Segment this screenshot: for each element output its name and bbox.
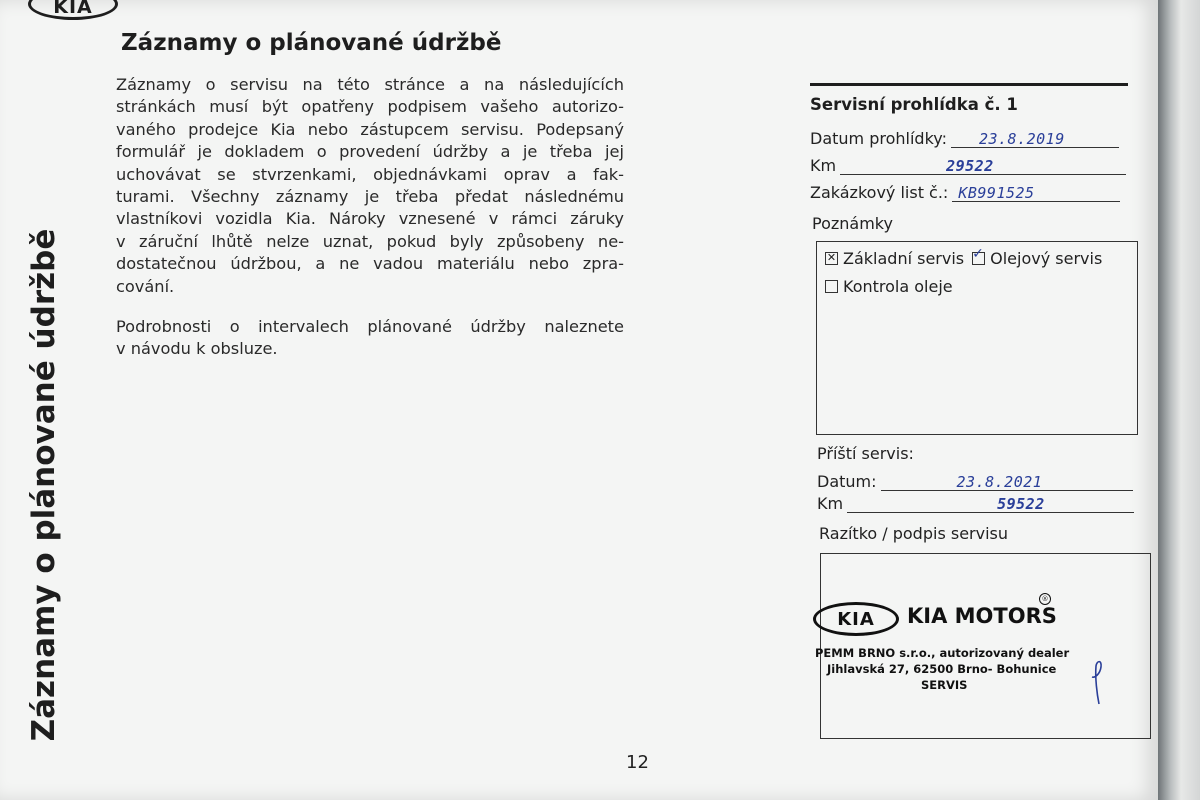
- next-km-label: Km: [817, 494, 844, 513]
- form-heading: Servisní prohlídka č. 1: [810, 95, 1018, 114]
- check-label: Olejový servis: [990, 249, 1103, 268]
- paragraph-line: v návodu k obsluze.: [116, 339, 278, 359]
- inspection-km-value: 29522: [946, 157, 994, 175]
- stamp-dealer-line: PEMM BRNO s.r.o., autorizovaný dealer: [815, 646, 1070, 660]
- checkbox-oil-service[interactable]: [972, 246, 985, 265]
- stamp-servis-line: SERVIS: [921, 678, 968, 692]
- details-paragraph: [116, 316, 624, 361]
- order-number-value: KB991525: [958, 184, 1035, 202]
- paragraph-line: vlastníkovi vozidla Kia. Nároky vznesené v rámci záruky: [116, 209, 624, 229]
- stamp-box: [815, 553, 1151, 739]
- inspection-date-field[interactable]: [810, 129, 1119, 148]
- order-number-field[interactable]: [810, 183, 1120, 202]
- paragraph-line: turami. Všechny záznamy je třeba předat následnému: [116, 187, 624, 207]
- inspection-date-line: [951, 129, 1119, 148]
- paragraph-line: dostatečnou údržbou, a ne vadou materiálu nebo zpra-: [116, 254, 624, 274]
- paragraph-line: cování.: [116, 276, 175, 296]
- next-date-label: Datum:: [817, 472, 877, 491]
- notes-label: Poznámky: [812, 214, 893, 233]
- order-number-label: Zakázkový list č.:: [810, 183, 949, 202]
- check-label: Kontrola oleje: [843, 277, 953, 296]
- paragraph-line: uchovávat se stvrzenkami, objednávkami oprav a fak-: [116, 164, 624, 184]
- check-mark: ✓: [972, 246, 984, 262]
- registered-mark-icon: ®: [1039, 593, 1051, 605]
- check-oil-control[interactable]: [825, 277, 953, 296]
- check-label: Základní servis: [843, 249, 965, 268]
- kia-logo-text: KIA: [53, 0, 93, 18]
- inspection-date-label: Datum prohlídky:: [810, 129, 947, 148]
- next-date-line: [881, 472, 1133, 491]
- next-service-section: [817, 444, 1045, 543]
- form-divider: [810, 83, 1128, 86]
- inspection-date-value: 23.8.2019: [978, 130, 1065, 148]
- page-number: 12: [626, 752, 649, 773]
- paragraph-line: Záznamy o servisu na této stránce a na následujících: [116, 75, 624, 94]
- kia-logo: [28, 0, 118, 20]
- notes-box: [816, 241, 1138, 435]
- next-date-field[interactable]: [817, 472, 1133, 491]
- next-service-label: Příští servis:: [817, 444, 914, 463]
- check-mark: ✕: [826, 251, 837, 264]
- stamp-address-line: Jihlavská 27, 62500 Brno- Bohunice: [827, 662, 1057, 676]
- next-km-line: [847, 494, 1134, 513]
- paragraph-line: Podrobnosti o intervalech plánované údržby naleznete: [116, 317, 624, 336]
- page-edge: [1158, 0, 1200, 800]
- stamp-logo-text: KIA: [837, 608, 875, 630]
- stamp-brand: KIA MOTORS: [907, 604, 1057, 628]
- paragraph-line: formulář je dokladem o provedení údržby a je třeba jej: [116, 142, 624, 162]
- inspection-km-line: [840, 156, 1126, 175]
- checkbox-oil-control[interactable]: [825, 280, 838, 293]
- check-basic-service[interactable]: [825, 246, 1103, 268]
- stamp-label: Razítko / podpis servisu: [819, 524, 1009, 543]
- signature-icon: [1089, 658, 1105, 706]
- next-km-field[interactable]: [817, 494, 1134, 513]
- paragraph-line: v záruční lhůtě nelze uznat, pokud byly způsobeny ne-: [116, 231, 624, 251]
- next-date-value: 23.8.2021: [956, 473, 1043, 491]
- checkbox-basic-service[interactable]: [825, 252, 838, 265]
- next-km-value: 59522: [997, 495, 1045, 513]
- order-number-line: [952, 183, 1120, 202]
- paragraph-line: stránkách musí být opatřeny podpisem vašeho autorizo-: [116, 97, 624, 117]
- page-title: Záznamy o plánované údržbě: [121, 30, 502, 56]
- intro-paragraph: [116, 74, 624, 298]
- stamp-kia-logo: [813, 602, 899, 636]
- side-title: Záznamy o plánované údržbě: [26, 228, 62, 742]
- paragraph-line: vaného prodejce Kia nebo zástupcem servisu. Podepsaný: [116, 119, 624, 139]
- inspection-km-label: Km: [810, 156, 837, 175]
- inspection-km-field[interactable]: [810, 156, 1126, 175]
